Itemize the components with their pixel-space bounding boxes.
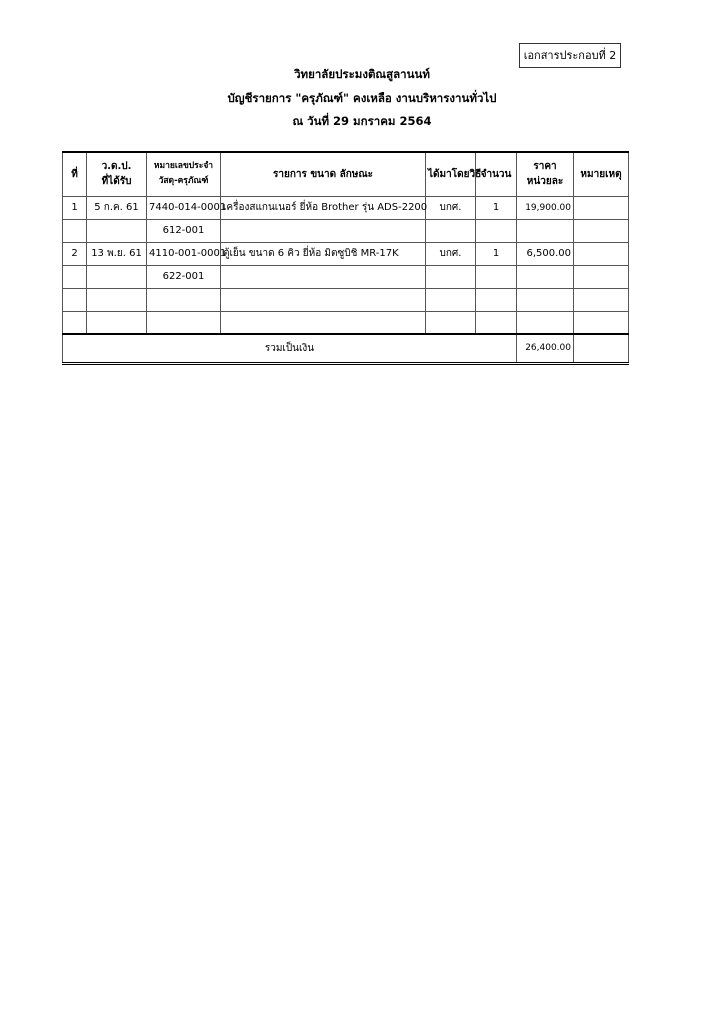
cell-empty [221, 265, 426, 288]
cell-code: 4110-001-0001 [147, 242, 221, 265]
cell-empty [574, 219, 629, 242]
total-row [63, 334, 629, 363]
cell-empty [426, 311, 476, 334]
cell-item: ตู้เย็น ขนาด 6 คิว ยี่ห้อ มิตซูบิชิ MR-17K [221, 242, 426, 265]
col-code-header [147, 152, 221, 196]
cell-empty [63, 265, 87, 288]
inventory-table [62, 151, 629, 365]
col-date-header-line1: ว.ด.ป. [101, 161, 132, 173]
col-price-header-line1: ราคา [533, 161, 557, 173]
col-method-header: ได้มาโดยวิธี [426, 152, 476, 196]
cell-empty [476, 219, 517, 242]
cell-remark [574, 196, 629, 219]
cell-item: เครื่องสแกนเนอร์ ยี่ห้อ Brother รุ่น ADS-2200 [221, 196, 426, 219]
cell-empty [87, 265, 147, 288]
cell-empty [517, 311, 574, 334]
cell-code: 7440-014-0001 [147, 196, 221, 219]
col-date-header-line2: ที่ได้รับ [101, 176, 132, 188]
cell-empty [426, 265, 476, 288]
cell-remark [574, 242, 629, 265]
document-title: บัญชีรายการ "ครุภัณฑ์" คงเหลือ งานบริหารงานทั่วไป [227, 91, 497, 105]
cell-empty [63, 311, 87, 334]
document-date: ณ วันที่ 29 มกราคม 2564 [292, 114, 432, 128]
total-label: รวมเป็นเงิน [63, 334, 517, 363]
cell-empty [221, 219, 426, 242]
col-code-header-line2: วัสดุ-ครุภัณฑ์ [158, 176, 209, 187]
cell-empty [517, 219, 574, 242]
cell-empty [87, 311, 147, 334]
cell-date: 5 ก.ค. 61 [87, 196, 147, 219]
appendix-label: เอกสารประกอบที่ 2 [519, 43, 621, 68]
table-header-row [63, 152, 629, 196]
cell-qty: 1 [476, 196, 517, 219]
cell-empty [87, 288, 147, 311]
col-item-header: รายการ ขนาด ลักษณะ [221, 152, 426, 196]
cell-method: บกศ. [426, 242, 476, 265]
col-price-header-line2: หน่วยละ [526, 176, 564, 188]
table-row [63, 196, 629, 219]
col-remark-header: หมายเหตุ [574, 152, 629, 196]
cell-qty: 1 [476, 242, 517, 265]
cell-empty [574, 288, 629, 311]
cell-price: 19,900.00 [517, 196, 574, 219]
col-code-header-line1: หมายเลขประจำ [153, 161, 214, 172]
cell-empty [221, 311, 426, 334]
col-price-header [517, 152, 574, 196]
cell-empty [63, 219, 87, 242]
cell-empty [574, 265, 629, 288]
total-value: 26,400.00 [517, 334, 574, 363]
col-qty-header: จำนวน [476, 152, 517, 196]
col-date-header [87, 152, 147, 196]
cell-empty [147, 311, 221, 334]
cell-empty [574, 311, 629, 334]
cell-no: 2 [63, 242, 87, 265]
cell-empty [476, 311, 517, 334]
table-row [63, 265, 629, 288]
cell-empty [517, 288, 574, 311]
cell-empty [574, 334, 629, 363]
cell-empty [63, 288, 87, 311]
college-name: วิทยาลัยประมงติณสูลานนท์ [294, 67, 430, 81]
cell-price: 6,500.00 [517, 242, 574, 265]
cell-empty [426, 288, 476, 311]
cell-empty [476, 288, 517, 311]
cell-empty [426, 219, 476, 242]
cell-code-suffix: 622-001 [147, 265, 221, 288]
cell-empty [87, 219, 147, 242]
cell-empty [476, 265, 517, 288]
col-no-header: ที่ [63, 152, 87, 196]
cell-code-suffix: 612-001 [147, 219, 221, 242]
cell-method: บกศ. [426, 196, 476, 219]
table-row [63, 219, 629, 242]
table-row-blank [63, 311, 629, 334]
cell-empty [221, 288, 426, 311]
table-row-blank [63, 288, 629, 311]
cell-no: 1 [63, 196, 87, 219]
cell-empty [147, 288, 221, 311]
table-row [63, 242, 629, 265]
cell-empty [517, 265, 574, 288]
cell-date: 13 พ.ย. 61 [87, 242, 147, 265]
